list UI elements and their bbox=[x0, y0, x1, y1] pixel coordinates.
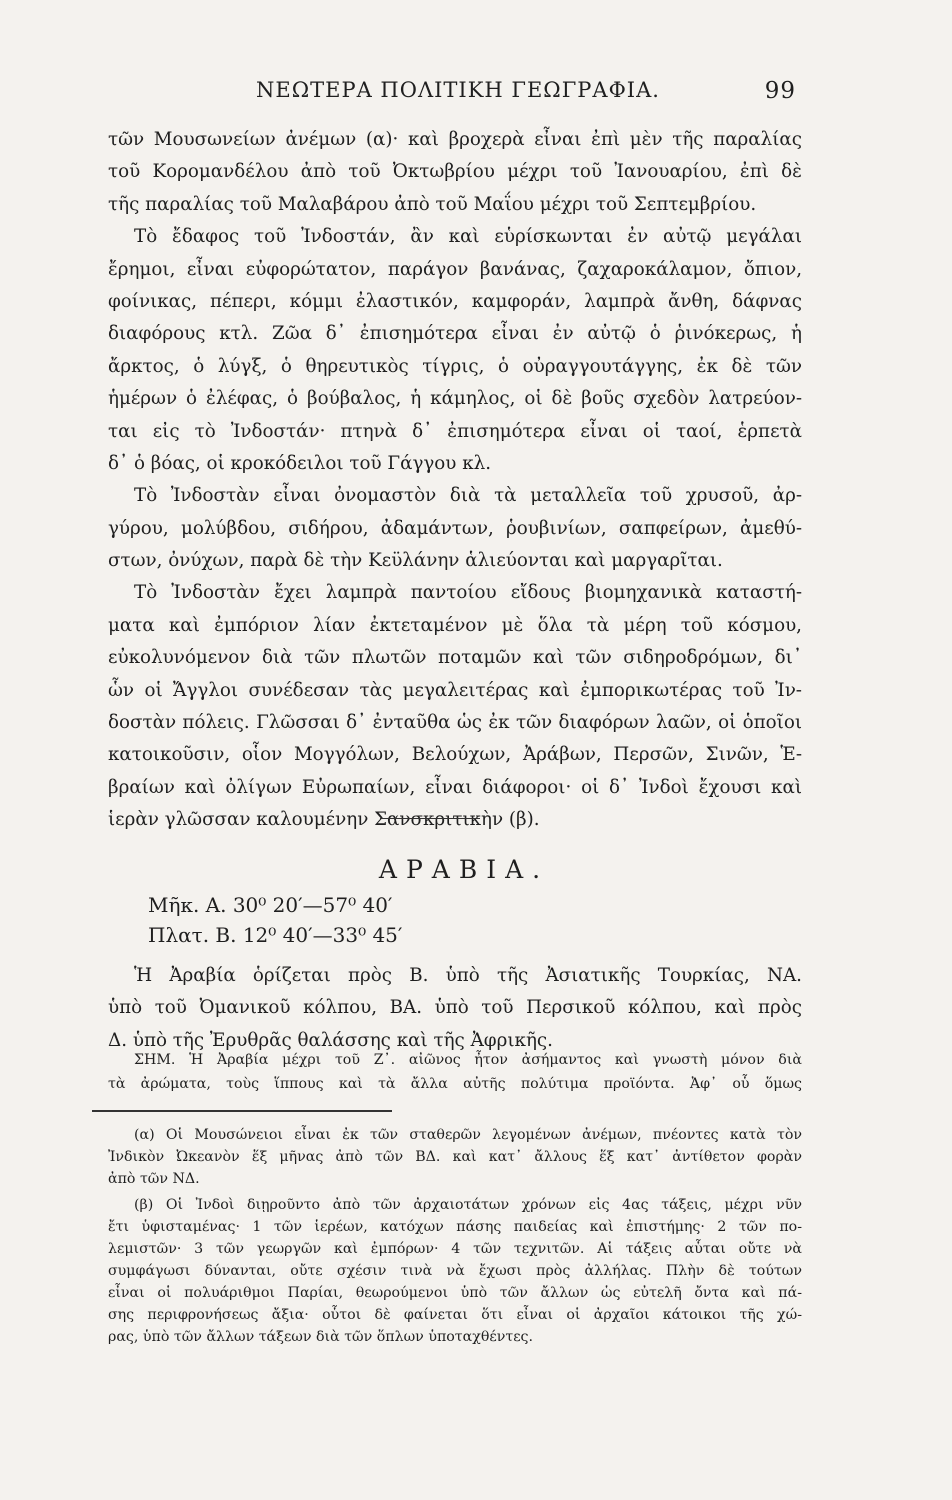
text-line: Τὸ ἔδαφος τοῦ Ἰνδοστάν, ἂν καὶ εὑρίσκωνται ἐν αὐτῷ μεγάλαι bbox=[134, 226, 802, 248]
text-line: τοῦ Κορομανδέλου ἀπὸ τοῦ Ὀκτωβρίου μέχρι τοῦ Ἰανουαρίου, ἐπὶ δὲ bbox=[108, 161, 802, 183]
text-line: φοίνικας, πέπερι, κόμμι ἐλαστικόν, καμφοράν, λαμπρὰ ἄνθη, δάφνας bbox=[108, 290, 802, 312]
text-line: τῶν Μουσωνείων ἀνέμων (α)· καὶ βροχερὰ εἶναι ἐπὶ μὲν τῆς παραλίας bbox=[108, 129, 802, 150]
footnote-line: (β) Οἱ Ἰνδοὶ διῃροῦντο ἀπὸ τῶν ἀρχαιοτάτων χρόνων εἰς 4ας τάξεις, μέχρι νῦν bbox=[134, 1197, 802, 1213]
footnote-line: ἀπὸ τῶν ΝΔ. bbox=[108, 1171, 200, 1187]
text-line: ὧν οἱ Ἄγγλοι συνέδεσαν τὰς μεγαλειτέρας καὶ ἐμπορικωτέρας τοῦ Ἰν- bbox=[108, 679, 802, 701]
section-note bbox=[108, 1048, 802, 1096]
section-text bbox=[108, 960, 802, 1057]
text-line: ται εἰς τὸ Ἰνδοστάν· πτηνὰ δ᾽ ἐπισημότερα εἶναι οἱ ταοί, ἑρπετὰ bbox=[108, 420, 802, 442]
note-line: τὰ ἀρώματα, τοὺς ἵππους καὶ τὰ ἄλλα αὐτῆς πολύτιμα προϊόντα. Ἀφ᾽ οὗ ὅμως bbox=[108, 1076, 802, 1092]
text-line: τῆς παραλίας τοῦ Μαλαβάρου ἀπὸ τοῦ Μαΐου μέχρι τοῦ Σεπτεμβρίου. bbox=[108, 193, 757, 215]
main-text bbox=[108, 124, 802, 837]
section-divider bbox=[380, 818, 480, 819]
section-heading bbox=[108, 850, 802, 950]
footnote-line: ρας, ὑπὸ τῶν ἄλλων τάξεων διὰ τῶν ὅπλων ὑποταχθέντες. bbox=[108, 1329, 534, 1345]
text-line: ἡμέρων ὁ ἐλέφας, ὁ βούβαλος, ἡ κάμηλος, οἱ δὲ βοῦς σχεδὸν λατρεύον- bbox=[108, 388, 802, 410]
text-line: δ᾽ ὁ βόας, οἱ κροκόδειλοι τοῦ Γάγγου κλ. bbox=[108, 452, 492, 474]
text-line: στων, ὀνύχων, παρὰ δὲ τὴν Κεϋλάνην ἁλιεύονται καὶ μαργαρῖται. bbox=[108, 550, 723, 572]
latitude-line: Πλατ. Β. 12⁰ 40′—33⁰ 45′ bbox=[148, 923, 403, 947]
text-line: ματα καὶ ἐμπόριον λίαν ἐκτεταμένον μὲ ὅλα τὰ μέρη τοῦ κόσμου, bbox=[108, 614, 802, 636]
footnote-line: ἔτι ὑφισταμένας· 1 τῶν ἱερέων, κατόχων πάσης παιδείας καὶ ἐπιστήμης· 2 τῶν πο- bbox=[108, 1219, 802, 1235]
section-title: ΑΡΑΒΙΑ. bbox=[378, 855, 550, 884]
text-line: εὐκολυνόμενον διὰ τῶν πλωτῶν ποταμῶν καὶ τῶν σιδηροδρόμων, δι᾽ bbox=[108, 647, 802, 669]
text-line: κατοικοῦσιν, οἷον Μογγόλων, Βελούχων, Ἀράβων, Περσῶν, Σινῶν, Ἑ- bbox=[108, 744, 802, 766]
running-title: ΝΕΩΤΕΡΑ ΠΟΛΙΤΙΚΗ ΓΕΩΓΡΑΦΙΑ. bbox=[256, 78, 660, 102]
text-line: ἔρημοι, εἶναι εὐφορώτατον, παράγον βανάνας, ζαχαροκάλαμον, ὄπιον, bbox=[108, 258, 802, 280]
text-line: Δ. ὑπὸ τῆς Ἐρυθρᾶς θαλάσσης καὶ τῆς Ἀφρικῆς. bbox=[108, 1029, 553, 1051]
text-line: ἄρκτος, ὁ λύγξ, ὁ θηρευτικὸς τίγρις, ὁ οὐραγγουτάγγης, ἐκ δὲ τῶν bbox=[108, 355, 802, 377]
text-line: δοστὰν πόλεις. Γλῶσσαι δ᾽ ἐνταῦθα ὡς ἐκ τῶν διαφόρων λαῶν, οἱ ὁποῖοι bbox=[108, 712, 802, 734]
note-line: ΣΗΜ. Ἡ Ἀραβία μέχρι τοῦ Ζ᾽. αἰῶνος ἦτον ἀσήμαντος καὶ γνωστὴ μόνον διὰ bbox=[134, 1052, 802, 1068]
text-line: Τὸ Ἰνδοστὰν ἔχει λαμπρὰ παντοίου εἴδους βιομηχανικὰ καταστή- bbox=[134, 582, 802, 604]
text-line: γύρου, μολύβδου, σιδήρου, ἀδαμάντων, ῥουβινίων, σαπφείρων, ἀμεθύ- bbox=[108, 517, 802, 539]
text-line: ἱερὰν γλῶσσαν καλουμένην Σανσκριτικὴν (β). bbox=[108, 809, 540, 831]
page-number: 99 bbox=[764, 78, 796, 104]
footnote-line: εἶναι οἱ πολυάριθμοι Παρίαι, θεωρούμενοι ὑπὸ τῶν ἄλλων ὡς εὐτελῆ ὄντα καὶ πά- bbox=[108, 1285, 802, 1301]
footnotes bbox=[108, 1124, 802, 1348]
text-line: ὑπὸ τοῦ Ὀμανικοῦ κόλπου, ΒΑ. ὑπὸ τοῦ Περσικοῦ κόλπου, καὶ πρὸς bbox=[108, 997, 802, 1019]
footnote-line: (α) Οἱ Μουσώνειοι εἶναι ἐκ τῶν σταθερῶν λεγομένων ἀνέμων, πνέοντες κατὰ τὸν bbox=[134, 1127, 802, 1143]
text-line: Τὸ Ἰνδοστὰν εἶναι ὀνομαστὸν διὰ τὰ μεταλλεῖα τοῦ χρυσοῦ, ἀρ- bbox=[134, 485, 802, 507]
text-line: διαφόρους κτλ. Ζῶα δ᾽ ἐπισημότερα εἶναι ἐν αὐτῷ ὁ ῥινόκερως, ἡ bbox=[108, 323, 802, 345]
footnote-line: σης περιφρονήσεως ἄξια· οὗτοι δὲ φαίνεται ὅτι εἶναι οἱ ἀρχαῖοι κάτοικοι τῆς χώ- bbox=[108, 1307, 802, 1323]
text-line: βραίων καὶ ὀλίγων Εὐρωπαίων, εἶναι διάφοροι· οἱ δ᾽ Ἰνδοὶ ἔχουσι καὶ bbox=[108, 776, 802, 798]
footnote-line: Ἰνδικὸν Ὠκεανὸν ἕξ μῆνας ἀπὸ τῶν ΒΔ. καὶ κατ᾽ ἄλλους ἕξ κατ᾽ ἀντίθετον φορὰν bbox=[108, 1149, 802, 1165]
footnote-line: συμφάγωσι δύνανται, οὔτε σχέσιν τινὰ νὰ ἔχωσι πρὸς ἀλλήλας. Πλὴν δὲ τούτων bbox=[108, 1263, 802, 1279]
longitude-line: Μῆκ. Α. 30⁰ 20′—57⁰ 40′ bbox=[148, 893, 393, 917]
footnote-line: λεμιστῶν· 3 τῶν γεωργῶν καὶ ἐμπόρων· 4 τῶν τεχνιτῶν. Αἱ τάξεις αὗται οὔτε νὰ bbox=[108, 1241, 802, 1257]
footnote-divider bbox=[92, 1110, 392, 1112]
text-line: Ἡ Ἀραβία ὁρίζεται πρὸς Β. ὑπὸ τῆς Ἀσιατικῆς Τουρκίας, ΝΑ. bbox=[134, 965, 802, 986]
running-header bbox=[256, 78, 796, 114]
